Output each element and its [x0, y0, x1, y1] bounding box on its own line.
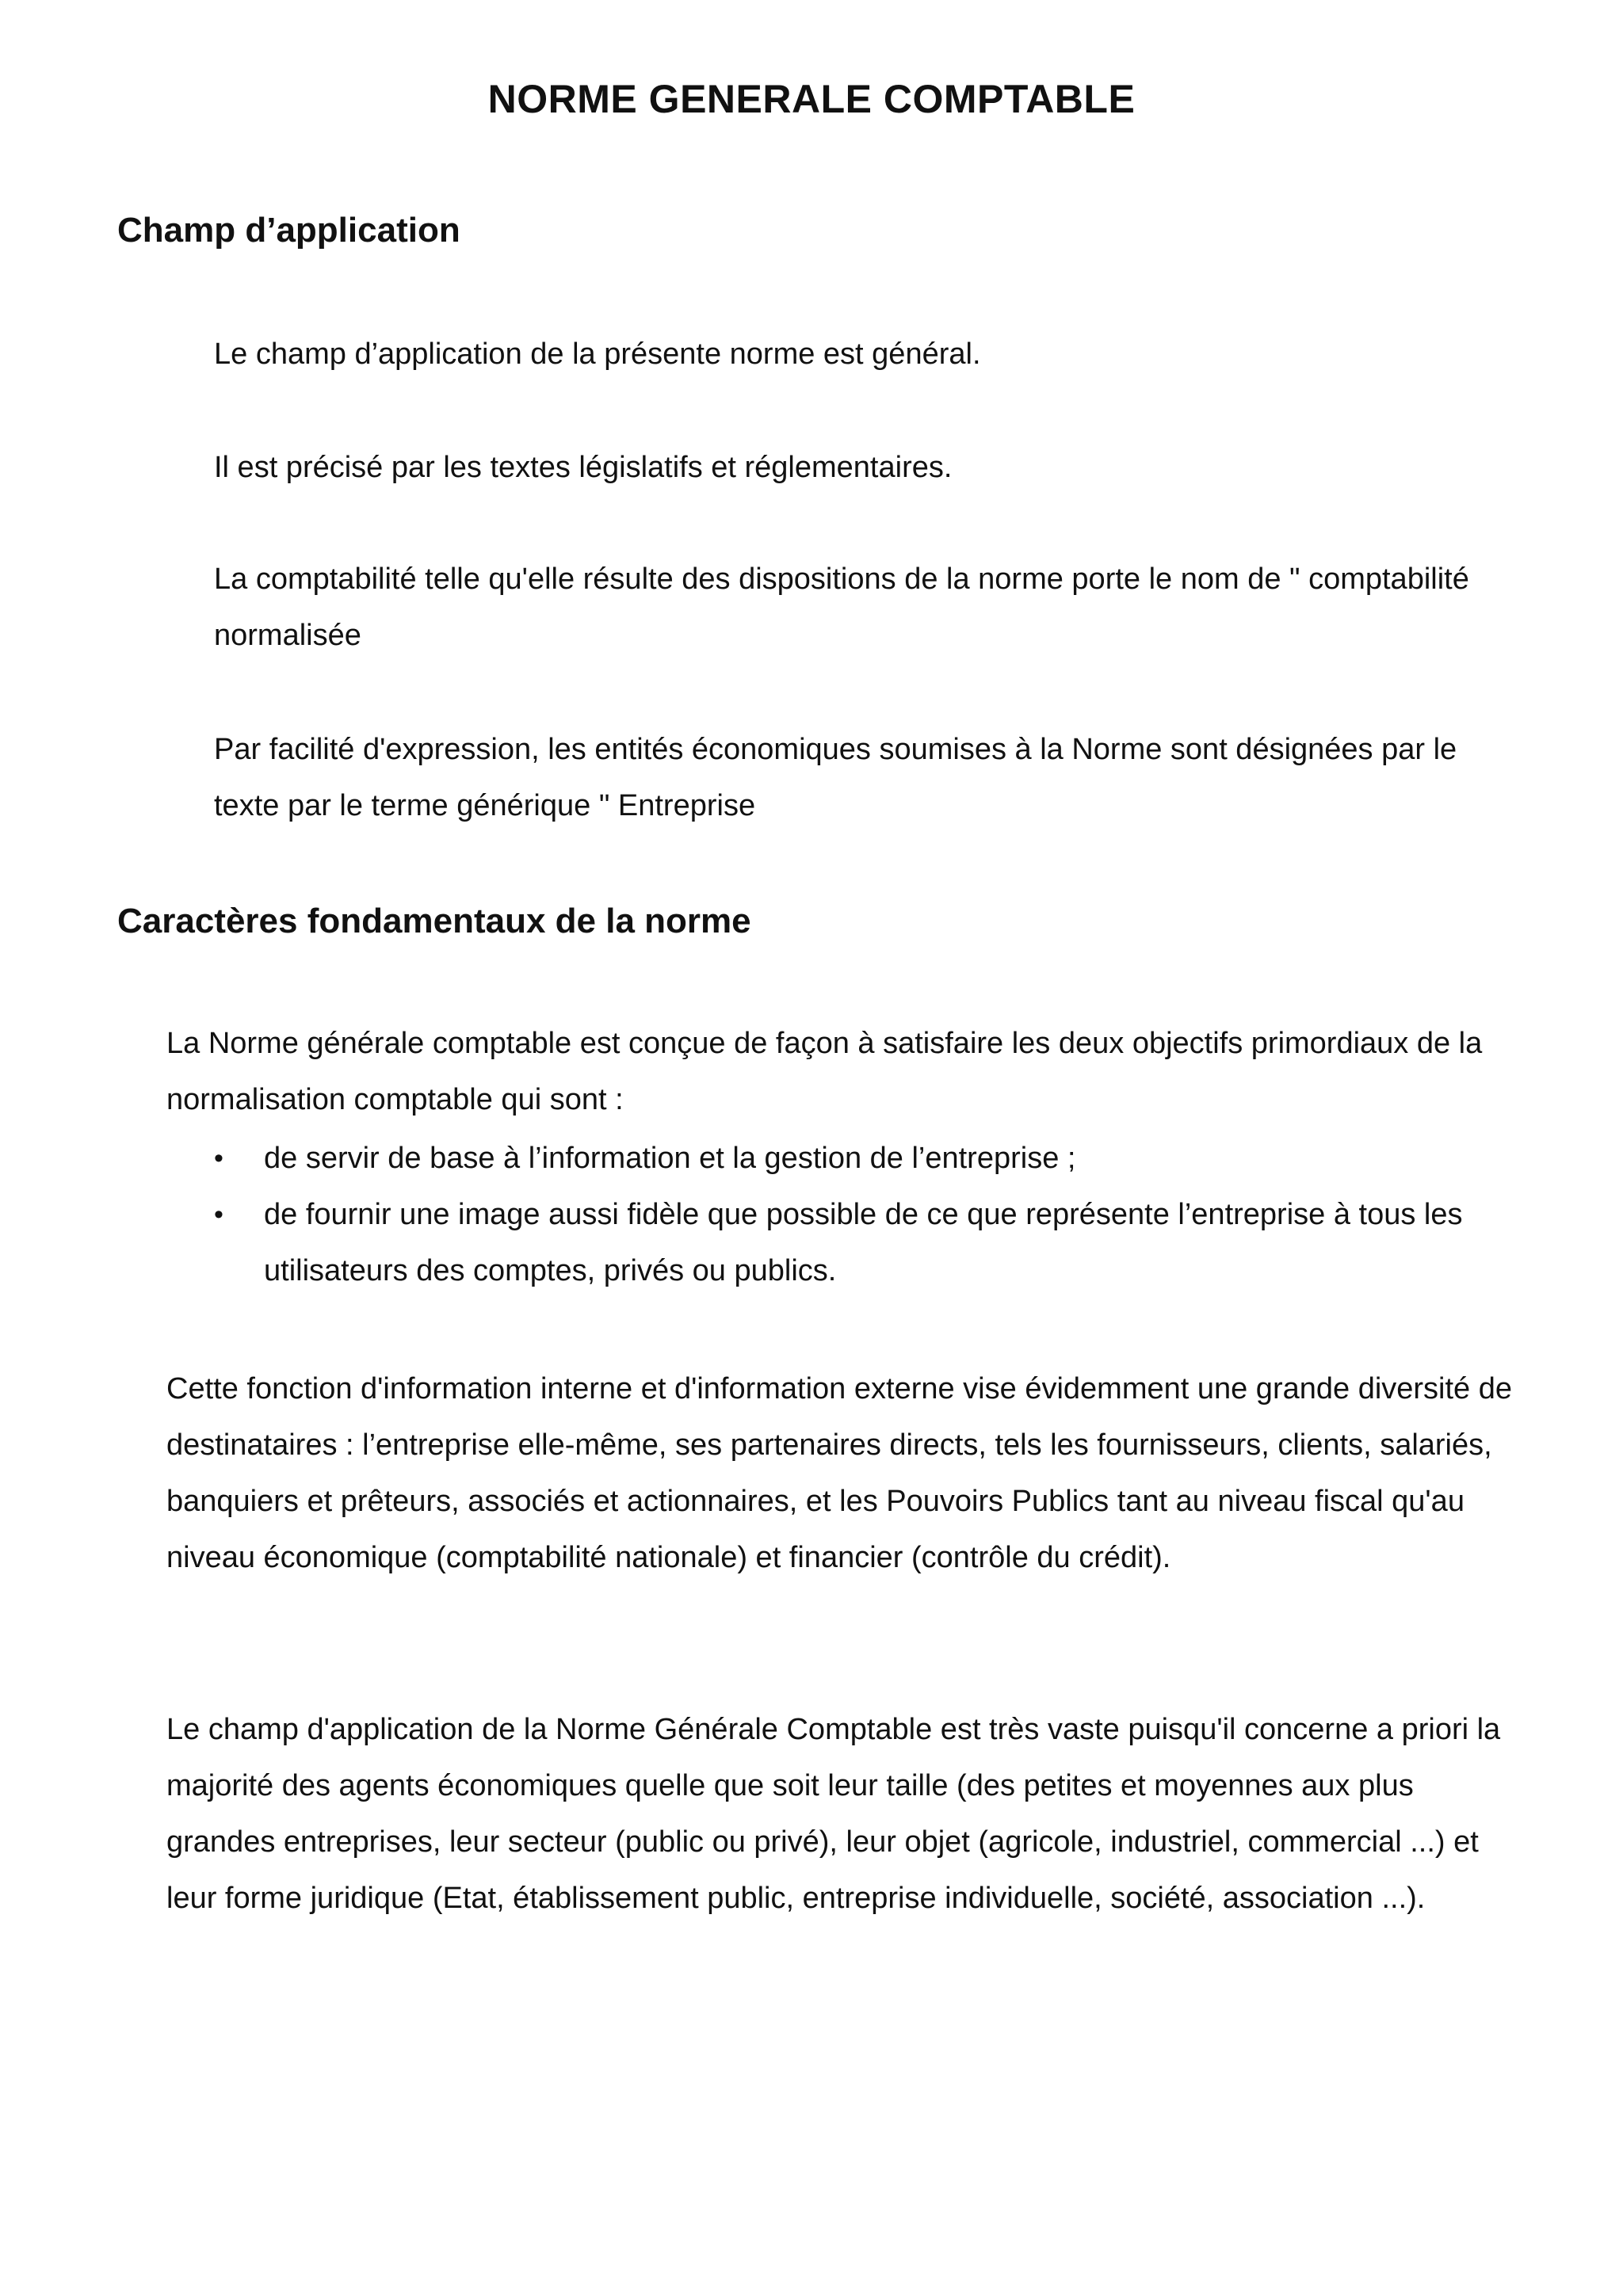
document-title: NORME GENERALE COMPTABLE — [487, 77, 1136, 121]
paragraph: La comptabilité telle qu'elle résulte des dispositions de la norme porte le nom de " comptabilité normalisée — [214, 563, 1469, 652]
list-item — [166, 1131, 1529, 1187]
paragraph: Cette fonction d'information interne et d'information externe vise évidemment une grande diversité de destinataires : l’entreprise elle-même, ses partenaires directs, tels les fournisseurs, clients, salariés, banquiers et prêteurs, associés et actionnaires, et les Pouvoirs Publics tant au niveau fiscal qu'au niveau économique (comptabilité nationale) et financier (contrôle du crédit). — [166, 1372, 1513, 1574]
bullet-icon: • — [214, 1199, 223, 1230]
paragraph: Le champ d'application de la Norme Générale Comptable est très vaste puisqu'il concerne a priori la majorité des agents économiques quelle que soit leur taille (des petites et moyennes aux plus grandes entreprises, leur secteur (public ou privé), leur objet (agricole, industriel, commercial ...) et leur forme juridique (Etat, établissement public, entreprise individuelle, société, association ...). — [166, 1713, 1501, 1915]
paragraph: Le champ d’application de la présente norme est général. — [214, 338, 981, 371]
paragraph: Par facilité d'expression, les entités économiques soumises à la Norme sont désignées par le texte par le terme générique " Entreprise — [214, 733, 1457, 822]
bullet-icon: • — [214, 1143, 223, 1173]
section-heading-champ-application: Champ d’application — [117, 211, 460, 250]
paragraph: Il est précisé par les textes législatifs et réglementaires. — [214, 451, 953, 484]
section-heading-caracteres-fondamentaux: Caractères fondamentaux de la norme — [117, 902, 751, 940]
list-item — [166, 1187, 1529, 1299]
paragraph-intro: La Norme générale comptable est conçue de façon à satisfaire les deux objectifs primordiaux de la normalisation comptable qui sont : — [166, 1027, 1483, 1116]
list-item-text: de fournir une image aussi fidèle que possible de ce que représente l’entreprise à tous les utilisateurs des comptes, privés ou publics. — [264, 1198, 1463, 1287]
bullet-list — [166, 1131, 1529, 1299]
list-item-text: de servir de base à l’information et la gestion de l’entreprise ; — [264, 1142, 1076, 1175]
